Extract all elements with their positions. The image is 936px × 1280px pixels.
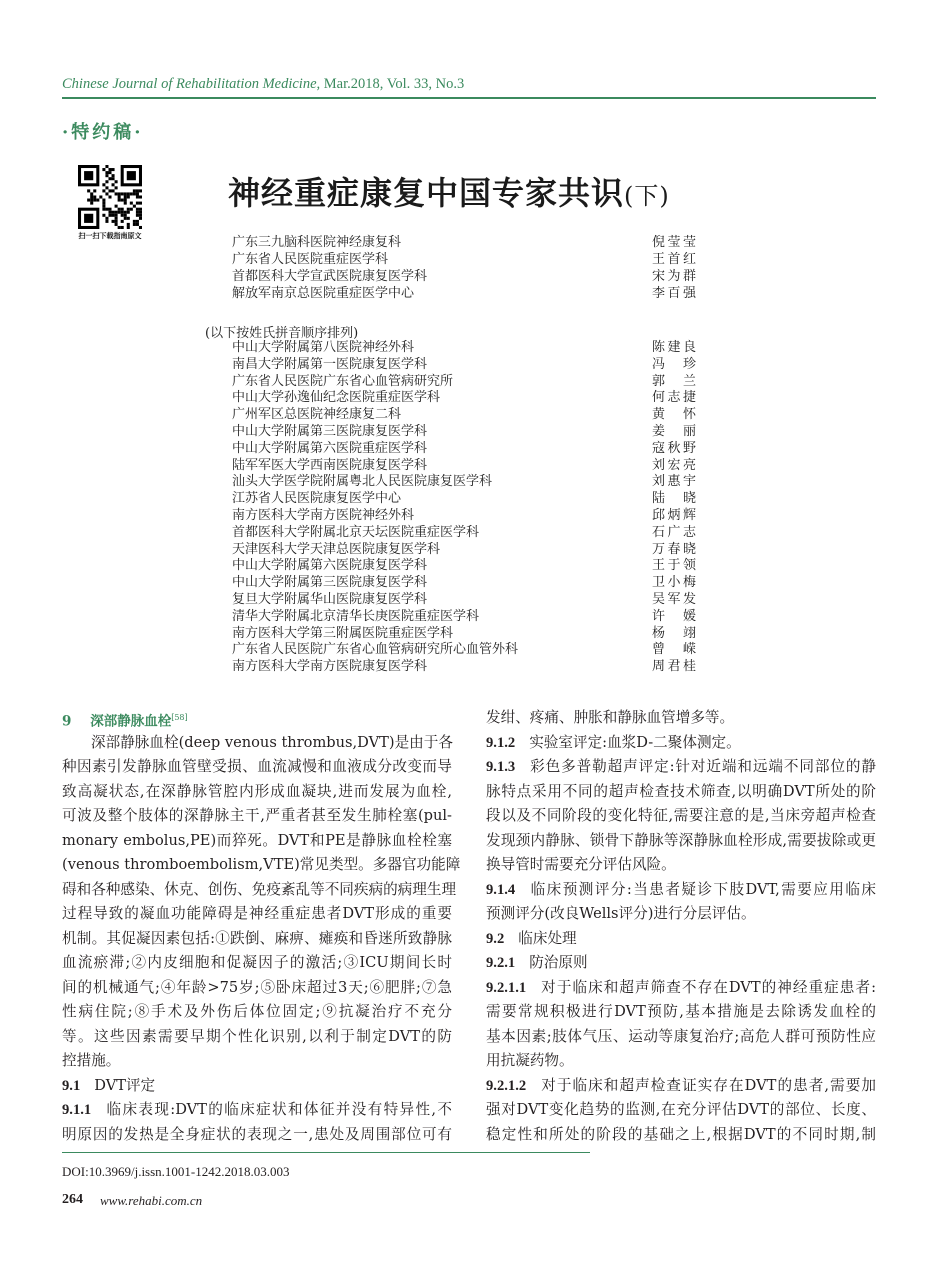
section-number: 9 <box>62 713 72 730</box>
paragraph-line: monary embolus,PE)而猝死。DVT和PE是静脉血栓栓塞 <box>62 831 452 849</box>
paragraph-line: 发现颈内静脉、锁骨下静脉等深静脉血栓形成,需要拔除或更 <box>486 831 876 849</box>
text-line <box>486 853 876 878</box>
text-line <box>486 951 876 976</box>
text-line <box>62 1098 452 1123</box>
paragraph-line: 明原因的发热是全身症状的表现之一,患处及周围部位可有 <box>62 1125 452 1143</box>
author-affiliation: 清华大学附属北京清华长庚医院重症医学科 <box>232 608 480 624</box>
paragraph-line: (venous thromboembolism,VTE)常见类型。多器官功能障 <box>62 856 461 873</box>
journal-header <box>62 76 464 93</box>
author-name: 黄怀 <box>652 407 696 423</box>
paragraph-line: 种因素引发静脉血管壁受损、血流减慢和血液成分改变而导 <box>62 758 452 775</box>
text-line <box>62 780 452 805</box>
text-line <box>62 976 452 1001</box>
paragraph-line: 性病住院;⑧手术及外伤后体位固定;⑨抗凝治疗不充分 <box>62 1003 452 1020</box>
author-affiliation: 南方医科大学南方医院康复医学科 <box>232 659 428 675</box>
author-name: 王于领 <box>652 558 696 574</box>
paragraph-line: 需要常规积极进行DVT预防,基本措施是去除诱发血栓的 <box>486 1003 876 1020</box>
author-name: 李百强 <box>652 286 696 301</box>
author-name: 寇秋野 <box>652 440 696 456</box>
paragraph-line: 血流瘀滞;②内皮细胞和促凝因子的激活;③ICU期间长时 <box>62 954 452 971</box>
paragraph-line: 段以及不同阶段的变化特征,需要注意的是,当床旁超声检查 <box>486 807 876 824</box>
body-column-right <box>486 706 876 1147</box>
author-affiliation: 中山大学附属第三医院康复医学科 <box>232 575 428 591</box>
paragraph-line: 临床预测评分:当患者疑诊下肢DVT,需要应用临床 <box>529 880 876 898</box>
author-name: 陆晓 <box>652 491 696 507</box>
author-affiliation: 广东三九脑科医院神经康复科 <box>232 235 402 250</box>
text-line <box>62 853 461 878</box>
author-name: 刘惠宇 <box>652 474 696 490</box>
paragraph-line: 防治原则 <box>529 954 588 971</box>
text-line <box>486 927 876 952</box>
qr-caption: 扫一扫下载指南原文 <box>78 232 142 240</box>
author-affiliation: 广东省人民医院广东省心血管病研究所心血管外科 <box>232 642 519 658</box>
text-line <box>486 1000 876 1025</box>
author-affiliation: 中山大学附属第八医院神经外科 <box>232 340 415 355</box>
text-line <box>486 829 876 854</box>
text-line <box>62 731 452 756</box>
author-affiliation: 解放军南京总医院重症医学中心 <box>232 286 415 301</box>
header-divider <box>62 97 876 99</box>
author-affiliation: 陆军军医大学西南医院康复医学科 <box>232 457 428 473</box>
subsection-number: 9.2.1 <box>486 955 516 971</box>
author-name: 吴军发 <box>652 592 696 607</box>
text-line <box>62 1025 452 1050</box>
author-name: 杨翊 <box>652 625 696 641</box>
text-line <box>486 1074 876 1099</box>
text-line <box>62 1074 452 1099</box>
page-number: 264 <box>62 1192 83 1207</box>
author-affiliation: 南方医科大学第三附属医院重症医学科 <box>232 625 454 641</box>
text-line <box>62 755 452 780</box>
author-affiliation: 中山大学孙逸仙纪念医院重症医学科 <box>232 390 441 406</box>
subsection-number: 9.2.1.2 <box>486 1077 527 1094</box>
subsection-number: 9.1 <box>62 1077 81 1094</box>
text-line <box>486 755 876 780</box>
paragraph-line: 基本因素;肢体气压、运动等康复治疗;高危人群可预防性应 <box>486 1027 876 1045</box>
author-name: 周君桂 <box>652 659 696 675</box>
paragraph-line: 彩色多普勒超声评定:针对近端和远端不同部位的静 <box>529 758 876 775</box>
text-line <box>486 902 876 927</box>
text-line <box>486 976 876 1001</box>
paragraph-line: 临床表现:DVT的临床症状和体征并没有特异性,不 <box>105 1101 452 1118</box>
subsection-number: 9.2.1.1 <box>486 979 527 996</box>
paragraph-line: 致高凝状态,在深静脉管腔内形成血凝块,进而发展为血栓, <box>62 782 452 800</box>
author-affiliation: 中山大学附属第六医院康复医学科 <box>232 558 428 574</box>
article-title <box>228 168 670 214</box>
subsection-number: 9.1.2 <box>486 734 516 751</box>
author-affiliation: 天津医科大学天津总医院康复医学科 <box>232 541 441 557</box>
author-affiliation: 首都医科大学附属北京天坛医院重症医学科 <box>232 524 480 540</box>
title-suffix: (下) <box>624 182 670 210</box>
author-name: 邱炳辉 <box>652 508 696 523</box>
paragraph-line: 碍和各种感染、休克、创伤、免疫紊乱等不同疾病的病理生理 <box>62 880 457 898</box>
author-affiliation: 首都医科大学宣武医院康复医学科 <box>232 269 428 284</box>
reference-marker: [58] <box>171 713 188 722</box>
text-line <box>486 804 876 829</box>
paragraph-line: 间的机械通气;④年龄>75岁;⑤卧床超过3天;⑥肥胖;⑦急 <box>62 978 452 996</box>
author-name: 曾嵘 <box>652 642 696 658</box>
text-line <box>486 1098 876 1123</box>
paragraph-line: 等。这些因素需要早期个性化识别,以利于制定DVT的防 <box>62 1027 452 1045</box>
text-line <box>486 878 876 903</box>
author-affiliation: 广东省人民医院广东省心血管病研究所 <box>232 373 454 389</box>
text-line <box>486 780 876 805</box>
author-affiliation: 广东省人民医院重症医学科 <box>232 252 389 267</box>
qr-code-icon <box>78 165 142 229</box>
paragraph-line: 用抗凝药物。 <box>486 1052 574 1069</box>
journal-name: Chinese Journal of Rehabilitation Medicine, <box>62 76 321 92</box>
paragraph-line: 深部静脉血栓(deep venous thrombus,DVT)是由于各 <box>91 733 453 751</box>
author-name: 王首红 <box>652 252 696 267</box>
author-name: 万春晓 <box>652 541 696 557</box>
paragraph-line: 过程导致的凝血功能障碍是神经重症患者DVT形成的重要 <box>62 905 452 922</box>
subsection-number: 9.2 <box>486 930 505 947</box>
subsection-number: 9.1.4 <box>486 881 516 898</box>
author-affiliation: 广州军区总医院神经康复二科 <box>232 407 402 423</box>
paragraph-line: 强对DVT变化趋势的监测,在充分评估DVT的部位、长度、 <box>486 1101 876 1118</box>
text-line <box>62 1049 452 1074</box>
author-affiliation: 复旦大学附属华山医院康复医学科 <box>232 592 428 607</box>
paragraph-line: 对于临床和超声检查证实存在DVT的患者,需要加 <box>540 1076 876 1094</box>
text-line <box>62 829 452 854</box>
paragraph-line: 稳定性和所处的阶段的基础之上,根据DVT的不同时期,制 <box>486 1125 876 1143</box>
text-line <box>486 731 876 756</box>
section-heading <box>62 706 452 731</box>
paragraph-line: 控措施。 <box>62 1052 121 1069</box>
author-affiliation: 汕头大学医学院附属粤北人民医院康复医学科 <box>232 474 493 490</box>
author-name: 许媛 <box>652 608 696 624</box>
paragraph-line: 对于临床和超声筛查不存在DVT的神经重症患者: <box>540 978 876 996</box>
title-main: 神经重症康复中国专家共识 <box>228 174 625 212</box>
text-line <box>62 902 452 927</box>
order-note: (以下按姓氏拼音顺序排列) <box>205 326 359 341</box>
author-name: 姜丽 <box>652 424 696 439</box>
author-name: 宋为群 <box>652 269 696 284</box>
subsection-number: 9.1.3 <box>486 759 516 775</box>
paragraph-line: 实验室评定:血浆D-二聚体测定。 <box>529 733 741 751</box>
text-line <box>486 1049 876 1074</box>
column-tag: ·特约稿· <box>62 122 144 143</box>
footnote-divider <box>62 1152 590 1153</box>
paragraph-line: 可波及整个肢体的深静脉主干,严重者甚至发生肺栓塞(pul- <box>62 807 452 824</box>
section-title: 深部静脉血栓 <box>90 713 172 730</box>
text-line <box>486 1123 876 1148</box>
author-affiliation: 江苏省人民医院康复医学中心 <box>232 491 402 507</box>
paragraph-line: DVT评定 <box>94 1076 156 1094</box>
author-name: 何志捷 <box>652 390 696 406</box>
author-name: 陈建良 <box>652 340 696 355</box>
paragraph-line: 换导管时需要充分评估风险。 <box>486 856 676 873</box>
author-affiliation: 南昌大学附属第一医院康复医学科 <box>232 356 428 372</box>
author-name: 石广志 <box>652 524 696 540</box>
body-column-left <box>62 706 461 1147</box>
paragraph-line: 机制。其促凝因素包括:①跌倒、麻痹、瘫痪和昏迷所致静脉 <box>62 929 452 947</box>
paragraph-line: 临床处理 <box>518 929 577 947</box>
text-line <box>62 927 452 952</box>
author-affiliation: 中山大学附属第六医院重症医学科 <box>232 440 428 456</box>
author-name: 倪莹莹 <box>652 235 696 250</box>
subsection-number: 9.1.1 <box>62 1102 92 1118</box>
author-name: 卫小梅 <box>652 575 696 591</box>
text-line <box>62 951 452 976</box>
author-name: 冯珍 <box>652 356 696 372</box>
author-name: 郭兰 <box>652 373 696 389</box>
text-line <box>486 706 876 731</box>
author-affiliation: 中山大学附属第三医院康复医学科 <box>232 424 428 439</box>
text-line <box>62 804 452 829</box>
text-line <box>486 1025 876 1050</box>
journal-issue: Mar.2018, Vol. 33, No.3 <box>323 76 465 92</box>
text-line <box>62 1000 452 1025</box>
paragraph-line: 发绀、疼痛、肿胀和静脉血管增多等。 <box>486 709 735 726</box>
author-affiliation: 南方医科大学南方医院神经外科 <box>232 508 415 523</box>
paragraph-line: 脉特点采用不同的超声检查技术筛查,以明确DVT所处的阶 <box>486 782 876 800</box>
text-line <box>62 1123 452 1148</box>
paragraph-line: 预测评分(改良Wells评分)进行分层评估。 <box>486 905 756 922</box>
text-line <box>62 878 457 903</box>
author-name: 刘宏亮 <box>652 457 696 473</box>
website-link[interactable]: www.rehabi.com.cn <box>100 1193 203 1208</box>
doi: DOI:10.3969/j.issn.1001-1242.2018.03.003 <box>62 1164 290 1179</box>
